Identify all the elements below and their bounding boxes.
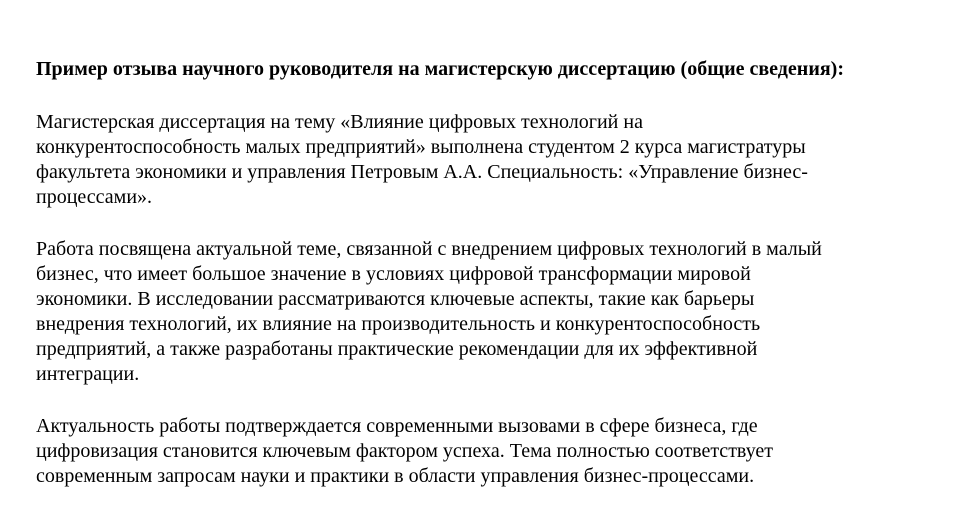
paragraph-line: экономики. В исследовании рассматриваются ключевые аспекты, такие как барьеры <box>36 288 755 310</box>
paragraph-line: Актуальность работы подтверждается современными вызовами в сфере бизнеса, где <box>36 415 758 437</box>
paragraph-line: предприятий, а также разработаны практические рекомендации для их эффективной <box>36 338 758 360</box>
paragraph-general-info <box>36 110 936 210</box>
paragraph-actuality <box>36 414 936 489</box>
paragraph-line: Магистерская диссертация на тему «Влияние цифровых технологий на <box>36 111 643 133</box>
document-body <box>36 57 936 489</box>
paragraph-line: интеграции. <box>36 363 140 385</box>
paragraph-line: процессами». <box>36 186 153 208</box>
paragraph-line: факультета экономики и управления Петровым А.А. Специальность: «Управление бизнес- <box>36 161 808 183</box>
document-title: Пример отзыва научного руководителя на магистерскую диссертацию (общие сведения): <box>36 58 844 80</box>
paragraph-line: внедрения технологий, их влияние на производительность и конкурентоспособность <box>36 313 761 335</box>
paragraph-line: бизнес, что имеет большое значение в условиях цифровой трансформации мировой <box>36 263 751 285</box>
paragraph-line: Работа посвящена актуальной теме, связанной с внедрением цифровых технологий в малый <box>36 238 822 260</box>
paragraph-line: конкурентоспособность малых предприятий» выполнена студентом 2 курса магистратуры <box>36 136 806 158</box>
paragraph-line: современным запросам науки и практики в области управления бизнес-процессами. <box>36 465 755 487</box>
paragraph-line: цифровизация становится ключевым фактором успеха. Тема полностью соответствует <box>36 440 774 462</box>
paragraph-topic-relevance <box>36 237 936 387</box>
